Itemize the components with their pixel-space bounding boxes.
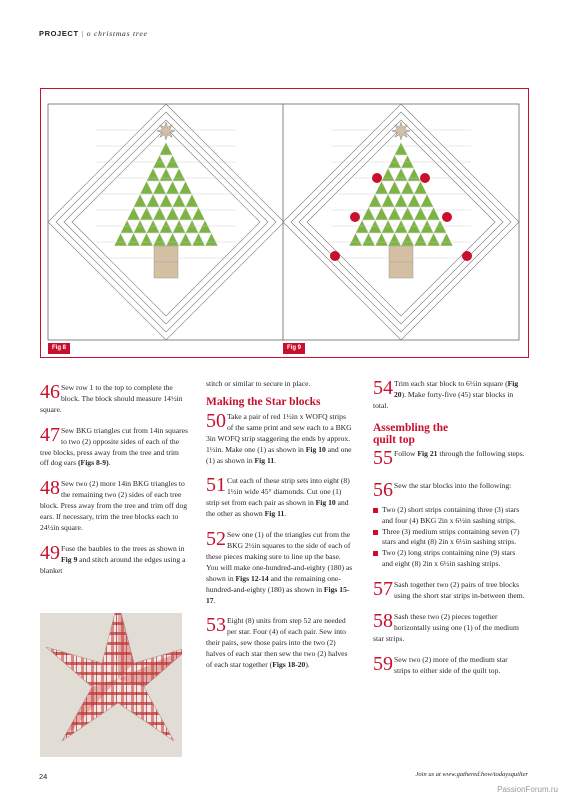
- step-text: .: [108, 458, 111, 468]
- bullet-item: Two (2) long strips containing nine (9) stars and eight (8) 2in x 6½in sashing strips.: [373, 548, 525, 570]
- step-number: 58: [373, 610, 393, 633]
- continued-text: stitch or similar to secure in place.: [206, 379, 311, 388]
- fig-ref: Fig 10: [305, 444, 326, 454]
- step-text: and the other as shown: [206, 498, 349, 519]
- step-number: 49: [40, 541, 60, 564]
- column-3: [373, 379, 525, 687]
- fig-ref: Fig 21: [417, 448, 438, 458]
- page-number: 24: [39, 772, 48, 781]
- fig-ref: Figs 18-20: [272, 660, 306, 670]
- step-48: [40, 479, 188, 534]
- fig-ref: Fig 9: [61, 554, 78, 564]
- step-text: ). Make forty-five (45) star blocks in total.: [373, 389, 514, 410]
- step-number: 55: [373, 446, 393, 469]
- step-53: [206, 616, 353, 671]
- tree-block-diagrams: [0, 0, 566, 370]
- fig8-diagram: [48, 104, 284, 340]
- step-text: Take a pair of red 1½in x WOFQ strips of the same print and sew each to a BKG 3in WOFQ strip staggering the ends by approx. 1½in. Make one (1) as shown in: [206, 411, 352, 454]
- section-heading-star-blocks: Making the Star blocks: [206, 395, 321, 408]
- header-separator: |: [81, 29, 84, 38]
- step-55: [373, 446, 525, 471]
- step-56: [373, 478, 525, 503]
- step-number: 51: [206, 474, 226, 497]
- step-58: [373, 612, 525, 645]
- step-text: Sew one (1) of the triangles cut from the BKG 2½in squares to the side of each of these pieces making sure to line up the base. You will make one-hundred-and-eighty (180) as shown in: [206, 530, 353, 583]
- step-number: 54: [373, 377, 393, 399]
- step-text: Sew row 1 to the top to complete the block. The block should measure 14½in square.: [40, 383, 183, 414]
- column-1: [40, 383, 188, 587]
- fig-ref: Figs 12-14: [235, 573, 269, 583]
- step-text: through the following steps.: [437, 448, 525, 458]
- fig-ref: Fig 11: [254, 455, 275, 465]
- step-text: Sew the star blocks into the following:: [394, 480, 512, 490]
- step-51: [206, 476, 353, 520]
- step-number: 48: [40, 477, 60, 500]
- fig8-label: Fig 8: [48, 343, 70, 354]
- step-52: [206, 530, 353, 606]
- step-54: [373, 379, 525, 412]
- column-2: [206, 379, 353, 681]
- step-text: Sash these two (2) pieces together horizontally using one (1) of the medium star strips.: [373, 612, 519, 643]
- step-text: Trim each star block to 6½in square (: [394, 379, 508, 388]
- step-text: .: [213, 595, 216, 605]
- header-project: PROJECT: [39, 29, 79, 38]
- heading-line: Assembling the: [373, 421, 449, 434]
- bullet-item: Two (2) short strips containing three (3) stars and four (4) BKG 2in x 6½in sashing strips.: [373, 505, 525, 527]
- step-number: 56: [373, 478, 393, 501]
- fig-ref: Fig 11: [264, 509, 285, 519]
- fig-ref: Fig 20: [394, 379, 519, 399]
- step-text: Sew BKG triangles cut from 14in squares to two (2) opposite sides of each of the tree blocks, press away from the tree and trim off dog ears: [40, 425, 188, 468]
- fig-ref: Fig 10: [315, 498, 336, 508]
- step-text: Cut each of these strip sets into eight (8) 1½in wide 45° diamonds. Cut one (1) strip set from each pair as shown in: [206, 476, 350, 508]
- step-number: 50: [206, 409, 226, 432]
- step-number: 57: [373, 578, 393, 601]
- step-47: [40, 423, 188, 470]
- step-number: 52: [206, 528, 226, 551]
- step-46: [40, 383, 188, 416]
- fig-ref: (Figs 8-9): [78, 458, 109, 468]
- step-text: Eight (8) units from step 52 are needed per star. Four (4) of each pair. Sew into their pairs, sew those pairs into the two (2) halves of each star then sew the two (2) halves of each star together (: [206, 616, 348, 670]
- step-text: .: [284, 509, 287, 519]
- step-text: Fuse the baubles to the trees as shown in: [61, 543, 185, 553]
- step-number: 59: [373, 652, 393, 675]
- watermark: PassionForum.ru: [497, 785, 558, 794]
- step-number: 53: [206, 614, 226, 637]
- step-text: Follow: [394, 448, 418, 458]
- step-49: [40, 541, 188, 577]
- step-50: [206, 409, 353, 467]
- step-number: 47: [40, 423, 60, 446]
- step-text: and the remaining one-hundred-and-eighty (180) as shown in: [206, 573, 341, 594]
- step-text: and one (1) as shown in: [206, 444, 352, 465]
- footer-url: Join us at www.gathered.how/todaysquilter: [415, 771, 528, 778]
- bullet-item: Three (3) medium strips containing seven (7) stars and eight (8) 2in x 6½in sashing strips.: [373, 527, 525, 549]
- fig9-label: Fig 9: [283, 343, 305, 354]
- step-text: and stitch around the edges using a blanket: [40, 554, 186, 575]
- section-heading-assembling: [373, 422, 525, 446]
- step-text: Sew two (2) more 14in BKG triangles to the remaining two (2) sides of each tree block. Press away from the tree and trim off dog ears. If necessary, trim the tree blocks each to 24½in square.: [40, 479, 188, 532]
- step-57: [373, 580, 525, 602]
- step-number: 46: [40, 381, 60, 403]
- header-subtitle: o christmas tree: [86, 29, 148, 38]
- heading-line: quilt top: [373, 433, 415, 446]
- fig-ref: Figs 15-17: [206, 584, 350, 605]
- step-text: Sash together two (2) pairs of tree blocks using the short star strips in-between them.: [394, 580, 525, 601]
- step-text: .: [274, 455, 277, 465]
- step-59: [373, 652, 525, 677]
- step-text: Sew two (2) more of the medium star strips to either side of the quilt top.: [394, 654, 508, 675]
- step-text: ).: [305, 660, 310, 670]
- fig9-diagram: [283, 104, 519, 340]
- star-block-photo: [40, 613, 182, 757]
